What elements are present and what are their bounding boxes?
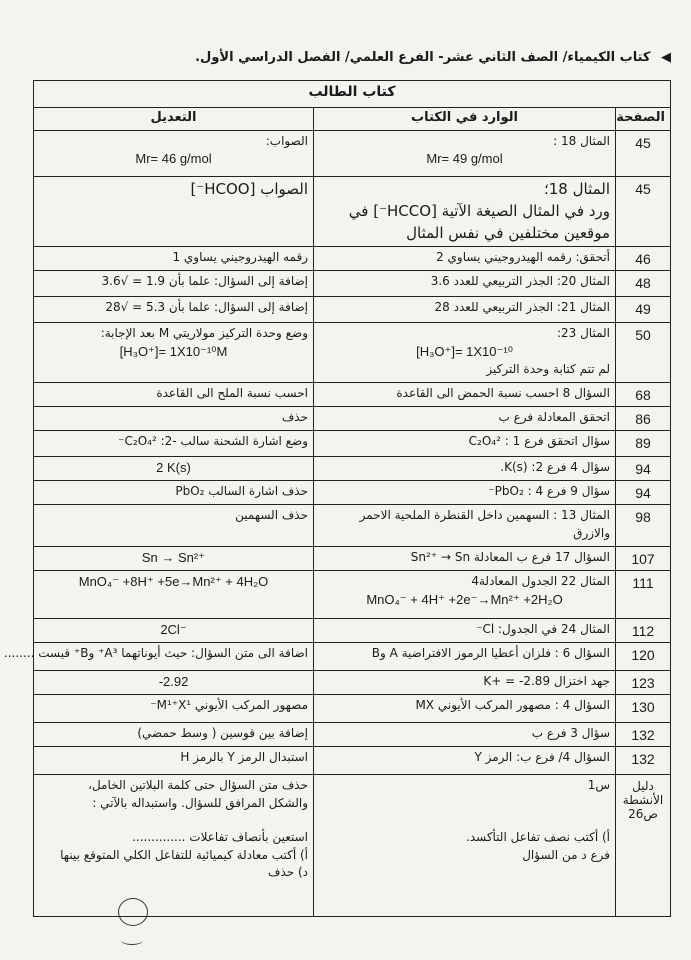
correction-text-cell — [34, 457, 314, 481]
correction-text-cell — [34, 323, 314, 383]
page-number-cell: 94 — [616, 481, 671, 505]
book-line: المثال 24 في الجدول: Cl⁻ — [476, 622, 611, 637]
book-line: المثال 18 : — [553, 134, 611, 148]
book-text-cell — [314, 457, 616, 481]
signature-mark — [118, 898, 148, 926]
column-header-correction: التعديل — [34, 108, 314, 131]
table-row — [34, 643, 671, 671]
book-line: اتحقق المعادلة فرع ب — [498, 410, 611, 425]
page-number-cell: 68 — [616, 383, 671, 407]
correction-text-cell — [34, 271, 314, 297]
correction-text-cell — [34, 177, 314, 247]
table-row — [34, 671, 671, 695]
book-line: المثال 21: الجذر التربيعي للعدد 28 — [434, 300, 611, 315]
book-line: موقعين مختلفين في نفس المثال — [406, 223, 611, 242]
page-number-cell: 89 — [616, 431, 671, 457]
correction-text-cell — [34, 775, 314, 917]
correction-line: إضافة إلى السؤال: علما بأن 1.9 = √3.6 — [101, 274, 309, 289]
book-text-cell — [314, 407, 616, 431]
correction-line: مصهور المركب الأيوني M¹⁺X¹⁻ — [150, 698, 309, 713]
book-text-cell — [314, 619, 616, 643]
book-line: ورد في المثال الصيغة الآتية [HCCO⁻] في — [348, 201, 611, 220]
book-line — [319, 812, 610, 829]
book-line: MnO₄⁻ + 4H⁺ +2e⁻→Mn²⁺ +2H₂O — [366, 591, 563, 607]
book-text-cell — [314, 131, 616, 177]
book-line: س1 — [587, 778, 611, 793]
table-row — [34, 505, 671, 547]
book-line: المثال 22 الجدول المعادلة4 — [471, 574, 611, 589]
table-row — [34, 407, 671, 431]
page-number-cell: 46 — [616, 247, 671, 271]
correction-text-cell — [34, 671, 314, 695]
book-text-cell — [314, 747, 616, 775]
correction-line: حذف اشارة السالب PbO₂ — [175, 484, 309, 499]
book-line: سؤال 3 فرع ب — [531, 726, 611, 741]
book-line: جهد اختزال K+ = -2.89 — [483, 674, 611, 689]
book-text-cell — [314, 177, 616, 247]
table-title: كتاب الطالب — [34, 81, 671, 108]
correction-line: 2Cl⁻ — [160, 622, 187, 638]
book-line: أتحقق: رقمه الهيدروجيني يساوي 2 — [436, 250, 611, 265]
book-line: السؤال 4/ فرع ب: الرمز Y — [474, 750, 611, 765]
book-text-cell — [314, 775, 616, 917]
correction-text-cell — [34, 571, 314, 619]
correction-line: وضع وحدة التركيز مولاريتي M بعد الإجابة: — [100, 326, 309, 341]
book-text-cell — [314, 481, 616, 505]
page-number-cell: 120 — [616, 643, 671, 671]
book-line: المثال 18؛ — [543, 180, 611, 198]
correction-line: 2 K(s) — [156, 460, 191, 476]
book-text-cell — [314, 547, 616, 571]
table-row — [34, 431, 671, 457]
book-text-cell — [314, 297, 616, 323]
correction-line: وضع اشارة الشحنة سالب -2: C₂O₄²⁻ — [118, 434, 309, 449]
correction-text-cell — [3, 643, 314, 671]
book-text-cell — [314, 505, 616, 547]
triangle-bullet-icon: ◀ — [661, 50, 671, 65]
table-row — [34, 271, 671, 297]
correction-line: استعين بأنصاف تفاعلات .............. — [132, 830, 309, 845]
header-title: كتاب الكيمياء/ الصف الثاني عشر- الفرع العلمي/ الفصل الدراسي الأول. — [195, 50, 651, 65]
book-text-cell — [314, 431, 616, 457]
page-number-cell: 49 — [616, 297, 671, 323]
book-line: المثال 13 : السهمين داخل القنطرة الملحية الاحمر — [359, 508, 611, 523]
page-number-cell: 123 — [616, 671, 671, 695]
table-row — [34, 247, 671, 271]
correction-text-cell — [34, 481, 314, 505]
book-line: السؤال 4 : مصهور المركب الأيوني MX — [415, 698, 611, 713]
correction-line: استبدال الرمز Y بالرمز H — [180, 750, 309, 765]
page-number-cell: 130 — [616, 695, 671, 723]
correction-line — [39, 812, 308, 829]
table-row — [34, 695, 671, 723]
book-text-cell — [314, 247, 616, 271]
book-text-cell — [314, 671, 616, 695]
table-row — [34, 131, 671, 177]
correction-text-cell — [34, 505, 314, 547]
page-number-cell: 98 — [616, 505, 671, 547]
book-line: سؤال 9 فرع 4 : PbO₂⁻ — [488, 484, 611, 499]
book-line: أ) أكتب نصف تفاعل التأكسد. — [466, 830, 611, 845]
book-line: لم تتم كتابة وحدة التركيز — [486, 362, 611, 377]
correction-line: رقمه الهيدروجيني يساوي 1 — [172, 250, 309, 265]
book-text-cell — [314, 695, 616, 723]
book-line: المثال 23: — [556, 326, 611, 341]
page-number-cell: 86 — [616, 407, 671, 431]
correction-line: MnO₄⁻ +8H⁺ +5e→Mn²⁺ + 4H₂O — [78, 574, 269, 590]
table-row — [34, 571, 671, 619]
book-line: السؤال 8 احسب نسبة الحمض الى القاعدة — [396, 386, 611, 401]
page-number-cell: 132 — [616, 747, 671, 775]
table-row — [34, 177, 671, 247]
correction-line: الصواب: — [265, 134, 309, 148]
book-text-cell — [314, 323, 616, 383]
table-row — [34, 723, 671, 747]
page-number-cell: 112 — [616, 619, 671, 643]
page-number-cell: دليل الأنشطة ص26 — [616, 775, 671, 917]
book-line: سؤال 4 فرع 2: K(s). — [500, 460, 611, 475]
correction-line: إضافة إلى السؤال: علما بأن 5.3 = √28 — [105, 300, 309, 315]
page-number-cell: 132 — [616, 723, 671, 747]
column-header-book: الوارد في الكتاب — [314, 108, 616, 131]
correction-line: Sn → Sn²⁺ — [141, 550, 206, 566]
book-line: سؤال اتحقق فرع 1 : C₂O₄² — [468, 434, 611, 449]
page-number-cell: 45 — [616, 131, 671, 177]
book-line: [H₃O⁺]= 1X10⁻¹⁰ — [416, 343, 513, 359]
book-line: فرع د من السؤال — [522, 847, 611, 862]
correction-text-cell — [34, 619, 314, 643]
book-text-cell — [314, 571, 616, 619]
correction-line: Mr= 46 g/mol — [135, 151, 212, 167]
page-number-cell: 50 — [616, 323, 671, 383]
page-number-cell: 45 — [616, 177, 671, 247]
correction-text-cell — [34, 131, 314, 177]
table-row — [34, 619, 671, 643]
correction-line: اضافة الى متن السؤال: حيث أيوناتهما A³⁺ وB⁺ قيست ........ — [3, 646, 309, 661]
errata-table — [3, 80, 671, 917]
correction-text-cell — [34, 297, 314, 323]
correction-line: والشكل المرافق للسؤال. واستبداله بالآتي : — [92, 795, 309, 810]
signature-underline — [121, 936, 143, 945]
book-line: المثال 20: الجذر التربيعي للعدد 3.6 — [430, 274, 611, 289]
correction-text-cell — [34, 547, 314, 571]
book-line — [319, 795, 610, 812]
book-text-cell — [314, 643, 616, 671]
page-number-cell: 107 — [616, 547, 671, 571]
table-row — [34, 747, 671, 775]
correction-line: د) حذف — [268, 865, 309, 880]
book-line: والازرق — [573, 525, 611, 540]
table-row — [34, 457, 671, 481]
book-text-cell — [314, 723, 616, 747]
correction-text-cell — [34, 407, 314, 431]
table-row — [34, 775, 671, 917]
page-number-cell: 111 — [616, 571, 671, 619]
page-number-cell: 94 — [616, 457, 671, 481]
correction-line: -2.92 — [158, 674, 189, 690]
correction-text-cell — [34, 695, 314, 723]
book-text-cell — [314, 383, 616, 407]
correction-line: حذف السهمين — [235, 508, 309, 523]
correction-line: أ) أكتب معادلة كيميائية للتفاعل الكلي المتوقع بينها — [60, 847, 309, 862]
correction-text-cell — [34, 723, 314, 747]
table-row — [34, 323, 671, 383]
correction-line: [H₃O⁺]= 1X10⁻¹⁰M — [119, 343, 228, 359]
table-row — [34, 383, 671, 407]
correction-text-cell — [34, 247, 314, 271]
correction-line: حذف — [281, 410, 309, 425]
correction-line: إضافة بين قوسين ( وسط حمضي) — [137, 726, 309, 741]
column-header-page: الصفحة — [616, 108, 671, 131]
correction-text-cell — [34, 383, 314, 407]
correction-text-cell — [34, 431, 314, 457]
book-line: السؤال 6 : فلزان أعطيا الرموز الافتراضية A وB — [371, 646, 611, 661]
book-line: Mr= 49 g/mol — [426, 151, 503, 167]
correction-text-cell — [34, 747, 314, 775]
correction-line: الصواب [HCOO⁻] — [190, 180, 309, 198]
book-text-cell — [314, 271, 616, 297]
page-number-cell: 48 — [616, 271, 671, 297]
table-row — [34, 297, 671, 323]
table-row — [34, 481, 671, 505]
table-row — [34, 547, 671, 571]
book-line: السؤال 17 فرع ب المعادلة Sn²⁺ → Sn — [410, 550, 611, 565]
correction-line: احسب نسبة الملح الى القاعدة — [156, 386, 309, 401]
document-header — [31, 50, 671, 65]
correction-line: حذف متن السؤال حتى كلمة البلاتين الخامل، — [88, 778, 309, 793]
